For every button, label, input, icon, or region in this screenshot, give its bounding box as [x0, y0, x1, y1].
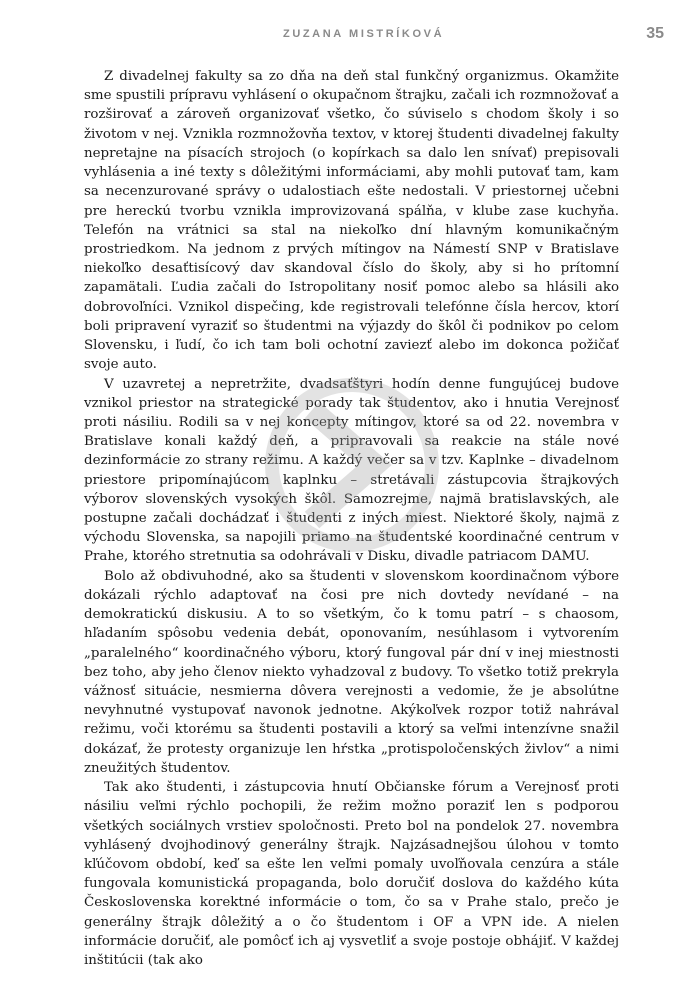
running-head — [0, 25, 700, 44]
body-text — [84, 67, 619, 970]
running-head-author: ZUZANA MISTRÍKOVÁ — [283, 28, 445, 40]
paragraph: V uzavretej a nepretržite, dvadsaťštyri hodín denne fungujúcej budove vznikol priestor na strategické porady tak študentov, ako i hnutia Verejnosť proti násiliu. Rodili sa v nej koncepty mítingov, ktoré sa od 22. novembra v Bratislave konali každý deň, a pripravovali sa reakcie na stále nové dezinformácie zo strany režimu. A každý večer sa v tzv. Kaplnke – divadelnom priestore pripomínajúcom kaplnku – stretávali zástupcovia štrajkových výborov slovenských vysokých škôl. Samozrejme, najmä bratislavských, ale postupne začali dochádzať i študenti z iných miest. Niektoré školy, najmä z východu Slovenska, sa napojili priamo na študentské koordinačné centrum v Prahe, ktorého stretnutia sa odohrávali v Disku, divadle patriacom DAMU. — [84, 376, 619, 565]
paragraph: Bolo až obdivuhodné, ako sa študenti v slovenskom koordinačnom výbore dokázali rýchlo adaptovať na čosi pre nich dovtedy nevídané – na demokratickú diskusiu. A to so všetkým, čo k tomu patrí – s chaosom, hľadaním spôsobu vedenia debát, oponovaním, nesúhlasom i vytvorením „paralelného“ koordinačného výboru, ktorý fungoval pár dní v inej miestnosti bez toho, aby jeho členov niekto vyhadzoval z budovy. To všetko totiž prekryla vážnosť situácie, nesmierna dôvera verejnosti a vedomie, že je absolútne nevyhnutné vystupovať navonok jednotne. Akýkoľvek rozpor totiž nahrával režimu, voči ktorému sa študenti postavili a ktorý sa veľmi intenzívne snažil dokázať, že protesty organizuje len hŕstka „protispoločenských živlov“ a nimi zneužitých študentov. — [84, 568, 619, 776]
paragraph: Tak ako študenti, i zástupcovia hnutí Občianske fórum a Verejnosť proti násiliu veľmi rýchlo pochopili, že režim možno poraziť len s podporou všetkých sociálnych vrstiev spoločnosti. Preto bol na pondelok 27. novembra vyhlásený dvojhodinový generálny štrajk. Najzásadnejšou úlohou v tomto kľúčovom období, keď sa ešte len veľmi pomaly uvoľňovala cenzúra a stále fungovala komunistická propaganda, bolo doručiť doslova do každého kúta Československa korektné informácie o tom, čo sa v Prahe stalo, prečo je generálny štrajk dôležitý a o čo študentom i OF a VPN ide. A nielen informácie doručiť, ale pomôcť ich aj vysvetliť a svoje postoje obhájiť. V každej inštitúcii (tak ako — [84, 780, 619, 969]
page-number: 35 — [646, 25, 664, 42]
paragraph: Z divadelnej fakulty sa zo dňa na deň stal funkčný organizmus. Okamžite sme spustili prípravu vyhlásení o okupačnom štrajku, začali ich rozmnožovať a rozširovať a zároveň organizovať všetko, čo súviselo s chodom školy i so životom v nej. Vznikla rozmnožovňa textov, v ktorej študenti divadelnej fakulty nepretajne na písacích strojoch (o kopírkach sa dalo len snívať) prepisovali vyhlásenia a iné texty s dôležitými informáciami, aby mohli putovať tam, kam sa necenzurované správy o udalostiach ešte nedostali. V priestornej učebni pre hereckú tvorbu vznikla improvizovaná spálňa, v klube zase kuchyňa. Telefón na vrátnici sa stal na niekoľko dní hlavným komunikačným prostriedkom. Na jednom z prvých mítingov na Námestí SNP v Bratislave niekoľko desaťtisícový dav skandoval číslo do školy, aby si ho prítomní zapamätali. Ľudia začali do Istropolitany nosiť pomoc alebo sa hlásili ako dobrovoľníci. Vznikol dispečing, kde registrovali telefónne čísla hercov, ktorí boli pripravení vyraziť so študentmi na výjazdy do škôl či podnikov po celom Slovensku, i ľudí, čo ich tam boli ochotní zaviezť alebo im dokonca požičať svoje auto. — [84, 69, 619, 373]
